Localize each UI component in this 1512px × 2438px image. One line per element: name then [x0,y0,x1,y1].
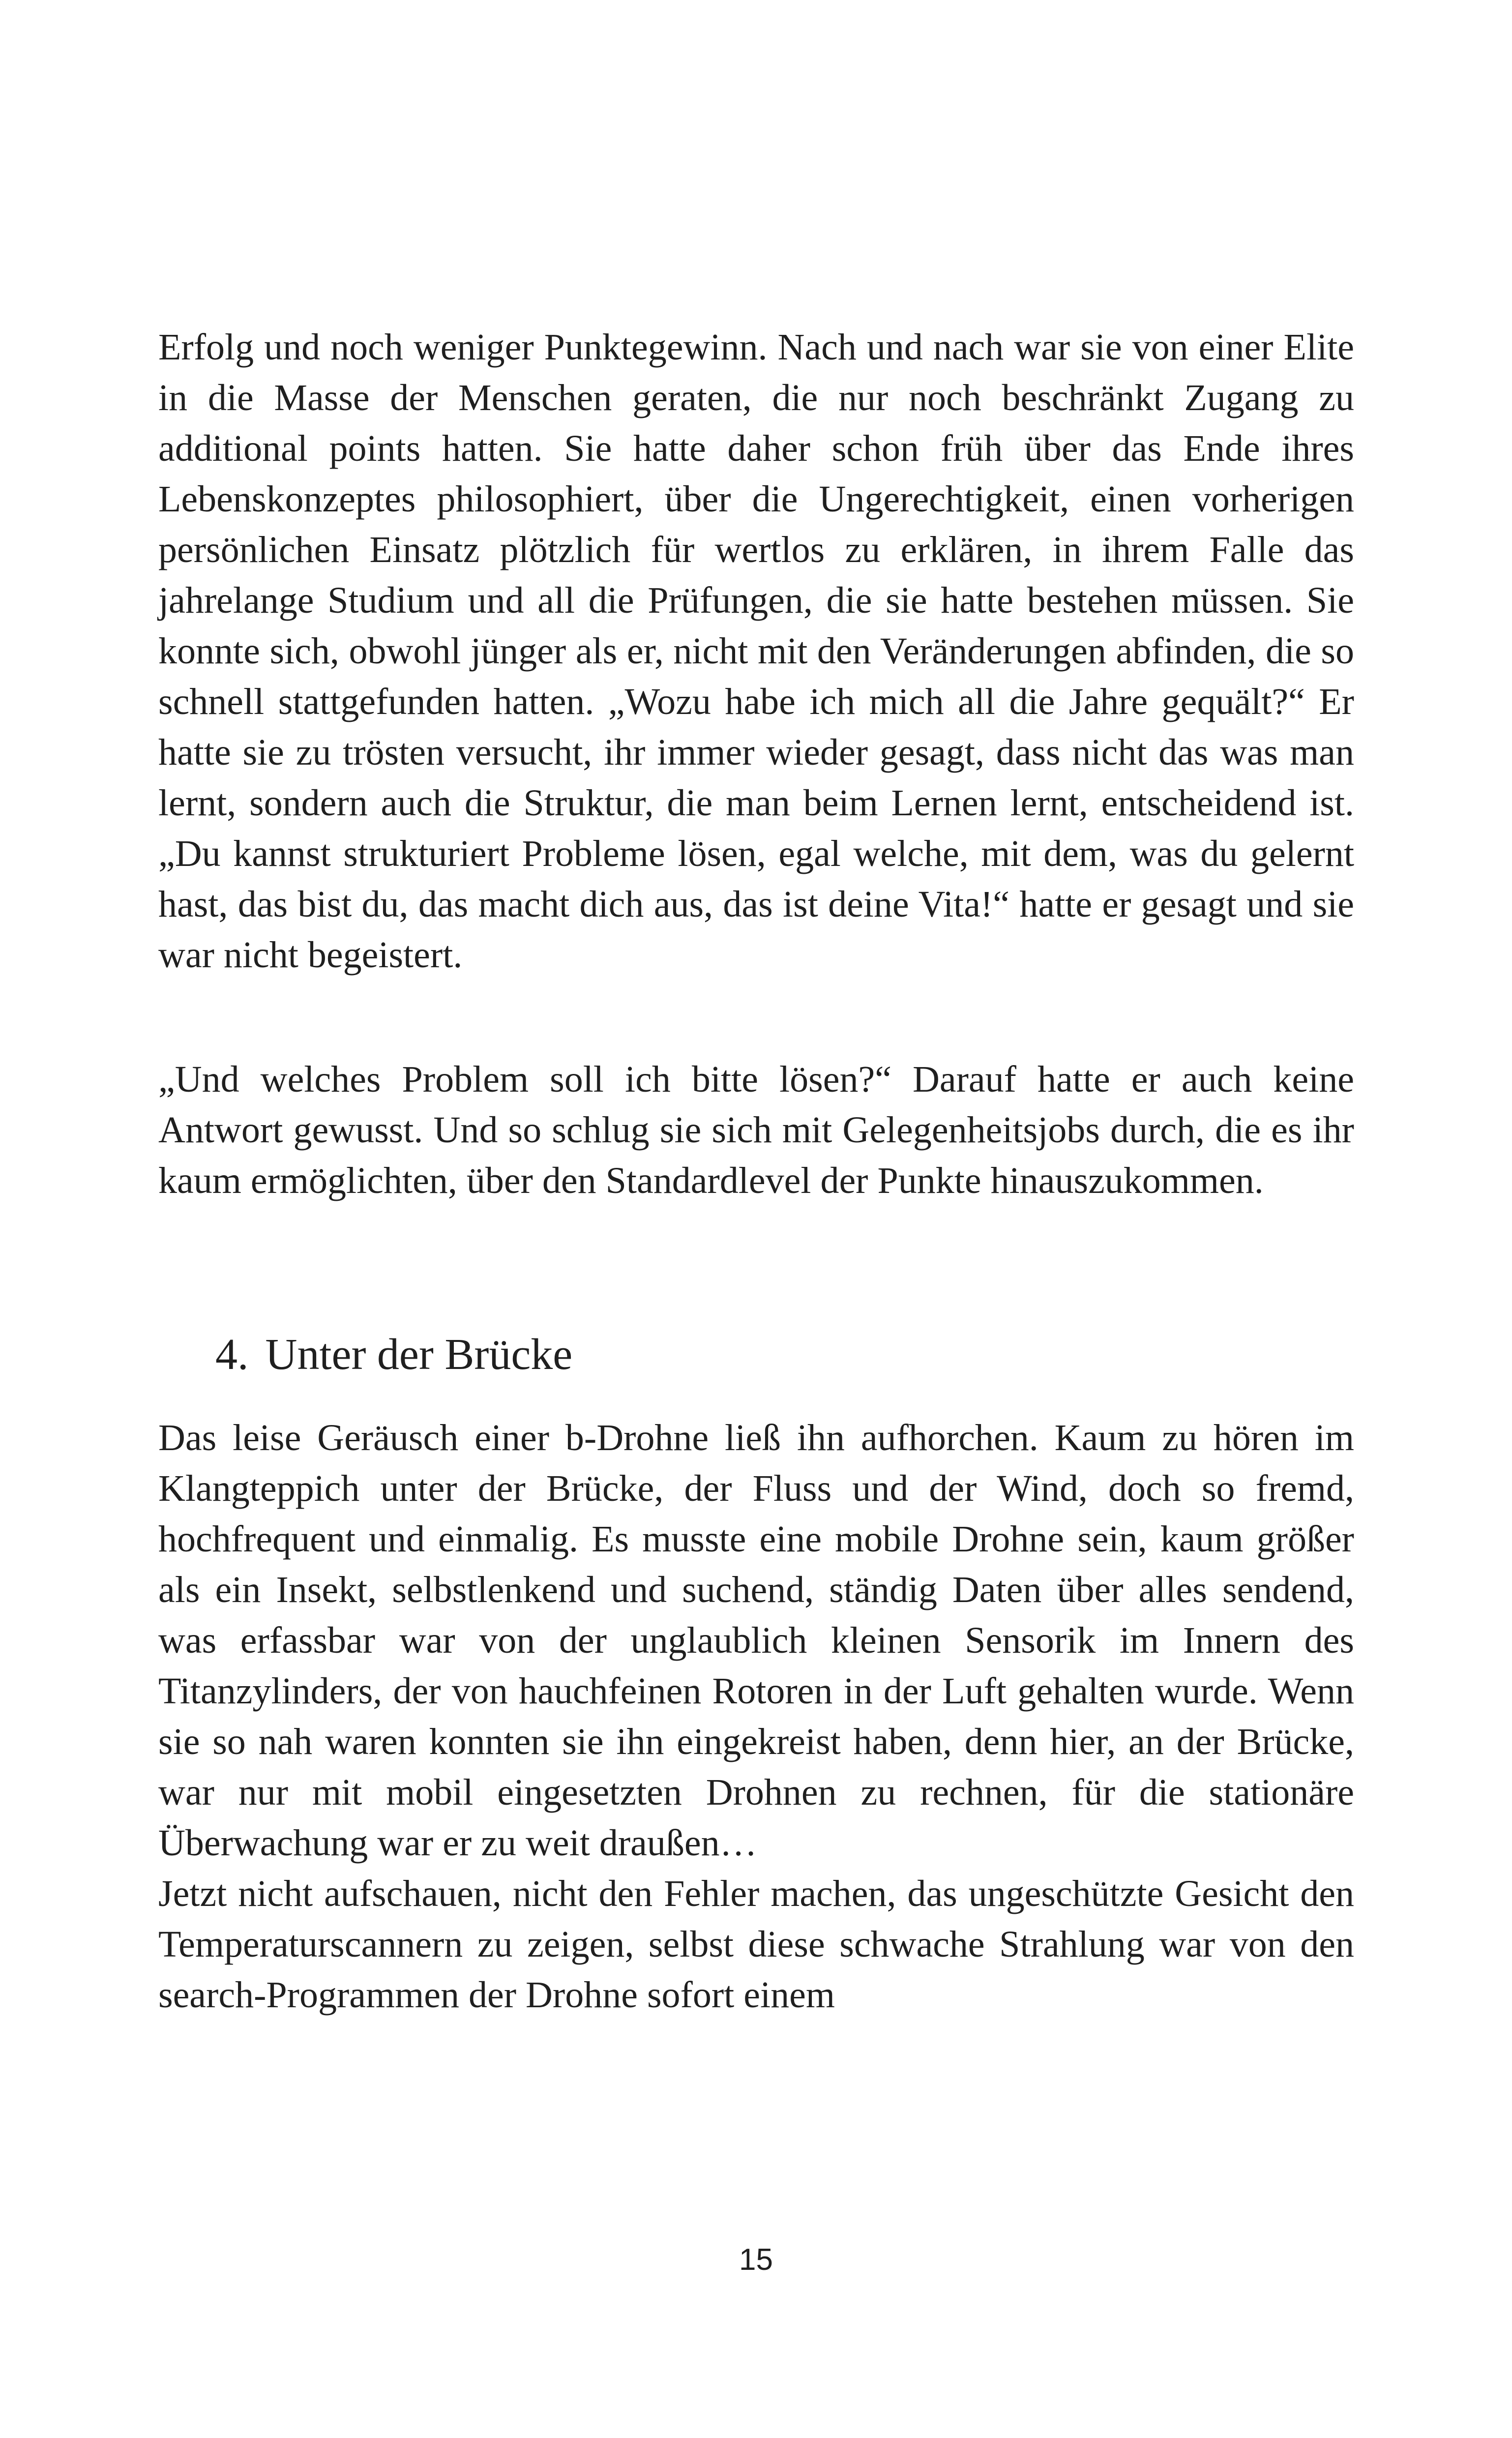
chapter-number: 4. [215,1330,249,1379]
paragraph: Erfolg und noch weniger Punktegewinn. Nach und nach war sie von einer Elite in die Masse der Menschen geraten, die nur noch beschränkt Zugang zu additional points hatten. Sie hatte daher schon früh über das Ende ihres Lebenskonzeptes philosophiert, über die Ungerechtigkeit, einen vorherigen persönlichen Einsatz plötzlich für wertlos zu erklären, in ihrem Falle das jahrelange Studium und all die Prüfungen, die sie hatte bestehen müssen. Sie konnte sich, obwohl jünger als er, nicht mit den Veränderungen abfinden, die so schnell stattgefunden hatten. „Wozu habe ich mich all die Jahre gequält?“ Er hatte sie zu trösten versucht, ihr immer wieder gesagt, dass nicht das was man lernt, sondern auch die Struktur, die man beim Lernen lernt, entscheidend ist. „Du kannst strukturiert Probleme lösen, egal welche, mit dem, was du gelernt hast, das bist du, das macht dich aus, das ist deine Vita!“ hatte er gesagt und sie war nicht begeistert. [158,327,1354,976]
text-section-chapter [158,1413,1354,2021]
page-number: 15 [739,2243,773,2277]
chapter-heading [215,1328,572,1382]
text-section-intro [158,322,1354,981]
text-section-dialogue [158,1054,1354,1206]
paragraph: Das leise Geräusch einer b-Drohne ließ ihn aufhorchen. Kaum zu hören im Klangteppich unter der Brücke, der Fluss und der Wind, doch so fremd, hochfrequent und einmalig. Es musste eine mobile Drohne sein, kaum größer als ein Insekt, selbstlenkend und suchend, ständig Daten über alles sendend, was erfassbar war von der unglaublich kleinen Sensorik im Innern des Titanzylinders, der von hauchfeinen Rotoren in der Luft gehalten wurde. Wenn sie so nah waren konnten sie ihn eingekreist haben, denn hier, an der Brücke, war nur mit mobil eingesetzten Drohnen zu rechnen, für die stationäre Überwachung war er zu weit draußen… [158,1417,1354,1864]
paragraph: „Und welches Problem soll ich bitte lösen?“ Darauf hatte er auch keine Antwort gewusst. Und so schlug sie sich mit Gelegenheitsjobs durch, die es ihr kaum ermöglichten, über den Standardlevel der Punkte hinauszukommen. [158,1059,1354,1201]
chapter-title: Unter der Brücke [265,1330,573,1379]
paragraph: Jetzt nicht aufschauen, nicht den Fehler machen, das ungeschützte Gesicht den Temperaturscannern zu zeigen, selbst diese schwache Strahlung war von den search-Programmen der Drohne sofort einem [158,1873,1354,2016]
